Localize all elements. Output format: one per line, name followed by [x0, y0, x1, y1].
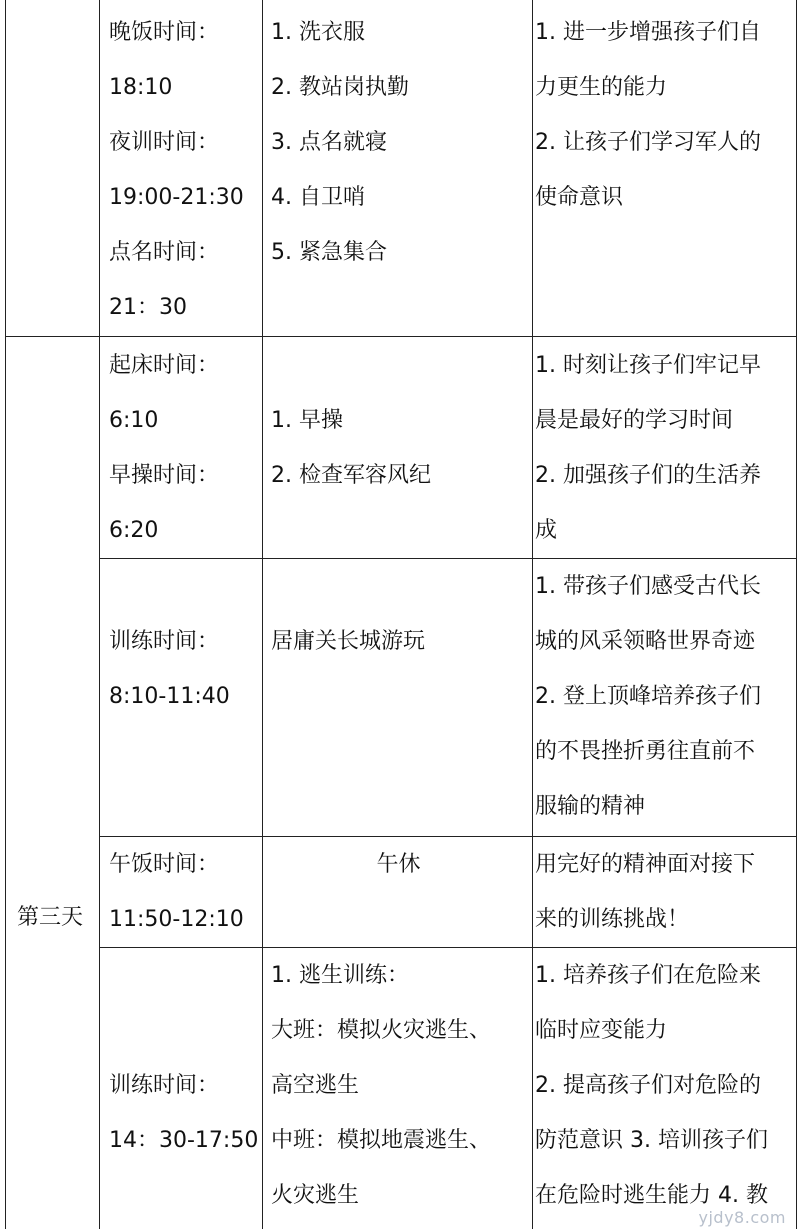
goal-cell: [535, 559, 797, 834]
goal-line: 临时应变能力: [535, 1018, 668, 1043]
activity-cell: [271, 5, 526, 280]
time-line: 6:20: [109, 518, 159, 543]
column-divider-3: [532, 0, 533, 1229]
activity-line: 4. 自卫哨: [271, 185, 365, 210]
goal-line: 1. 时刻让孩子们牢记早: [535, 353, 761, 378]
goal-line: 城的风采领略世界奇迹: [535, 629, 756, 654]
goal-line: 防范意识 3. 培训孩子们: [535, 1128, 768, 1153]
site-watermark: yjdy8.com: [698, 1208, 786, 1227]
schedule-time-cell: [109, 1058, 259, 1168]
activity-line: 中班：模拟地震逃生、: [271, 1128, 492, 1153]
column-divider-2: [262, 0, 263, 1229]
goal-line: 来的训练挑战！: [535, 907, 690, 932]
time-line: 训练时间：: [109, 629, 220, 654]
activity-line: 居庸关长城游玩: [271, 629, 426, 654]
activity-line: 3. 点名就寝: [271, 130, 387, 155]
time-line: 19:00-21:30: [109, 185, 244, 210]
goal-cell: [535, 837, 797, 947]
schedule-time-cell: [109, 614, 259, 724]
goal-line: 1. 带孩子们感受古代长: [535, 574, 761, 599]
activity-cell: [271, 393, 526, 503]
activity-line: 午休: [376, 852, 421, 877]
time-line: 点名时间：: [109, 240, 220, 265]
goal-line: 1. 培养孩子们在危险来: [535, 963, 761, 988]
activity-line: 大班：模拟火灾逃生、: [271, 1018, 492, 1043]
activity-line: 高空逃生: [271, 1073, 360, 1098]
goal-line: 用完好的精神面对接下: [535, 852, 756, 877]
goal-line: 力更生的能力: [535, 75, 668, 100]
goal-line: 2. 登上顶峰培养孩子们: [535, 684, 761, 709]
time-line: 训练时间：: [109, 1073, 220, 1098]
activity-line: 1. 洗衣服: [271, 20, 365, 45]
table-border-left: [5, 0, 6, 1229]
goal-line: 服输的精神: [535, 794, 646, 819]
time-line: 6:10: [109, 408, 159, 433]
column-divider-1: [99, 0, 100, 1229]
activity-cell: [271, 948, 526, 1223]
schedule-time-cell: [109, 837, 259, 947]
activity-cell: [271, 614, 526, 669]
activity-line: 2. 检查军容风纪: [271, 463, 431, 488]
goal-line: 晨是最好的学习时间: [535, 408, 734, 433]
goal-line: 的不畏挫折勇往直前不: [535, 739, 756, 764]
goal-cell: [535, 948, 797, 1223]
goal-cell: [535, 5, 797, 225]
activity-line: 火灾逃生: [271, 1183, 360, 1208]
time-line: 11:50-12:10: [109, 907, 244, 932]
time-line: 起床时间：: [109, 353, 220, 378]
activity-line: 1. 早操: [271, 408, 343, 433]
time-line: 午饭时间：: [109, 852, 220, 877]
goal-line: 成: [535, 518, 558, 543]
goal-line: 1. 进一步增强孩子们自: [535, 20, 761, 45]
time-line: 8:10-11:40: [109, 684, 230, 709]
goal-cell: [535, 338, 797, 558]
time-line: 晚饭时间：: [109, 20, 220, 45]
time-line: 21：30: [109, 295, 187, 320]
goal-line: 2. 让孩子们学习军人的: [535, 130, 761, 155]
time-line: 18:10: [109, 75, 173, 100]
activity-line: 2. 教站岗执勤: [271, 75, 409, 100]
time-line: 早操时间：: [109, 463, 220, 488]
schedule-time-cell: [109, 338, 259, 558]
activity-line: 5. 紧急集合: [271, 240, 387, 265]
schedule-time-cell: [109, 5, 259, 335]
activity-line: 1. 逃生训练：: [271, 963, 409, 988]
time-line: 夜训时间：: [109, 130, 220, 155]
goal-line: 2. 加强孩子们的生活养: [535, 463, 761, 488]
day-label: 第三天: [16, 905, 83, 930]
goal-line: 2. 提高孩子们对危险的: [535, 1073, 761, 1098]
goal-line: 在危险时逃生能力 4. 教: [535, 1183, 768, 1208]
activity-cell: [271, 837, 526, 892]
goal-line: 使命意识: [535, 185, 624, 210]
time-line: 14：30-17:50: [109, 1128, 259, 1153]
row-divider-day: [5, 336, 797, 337]
